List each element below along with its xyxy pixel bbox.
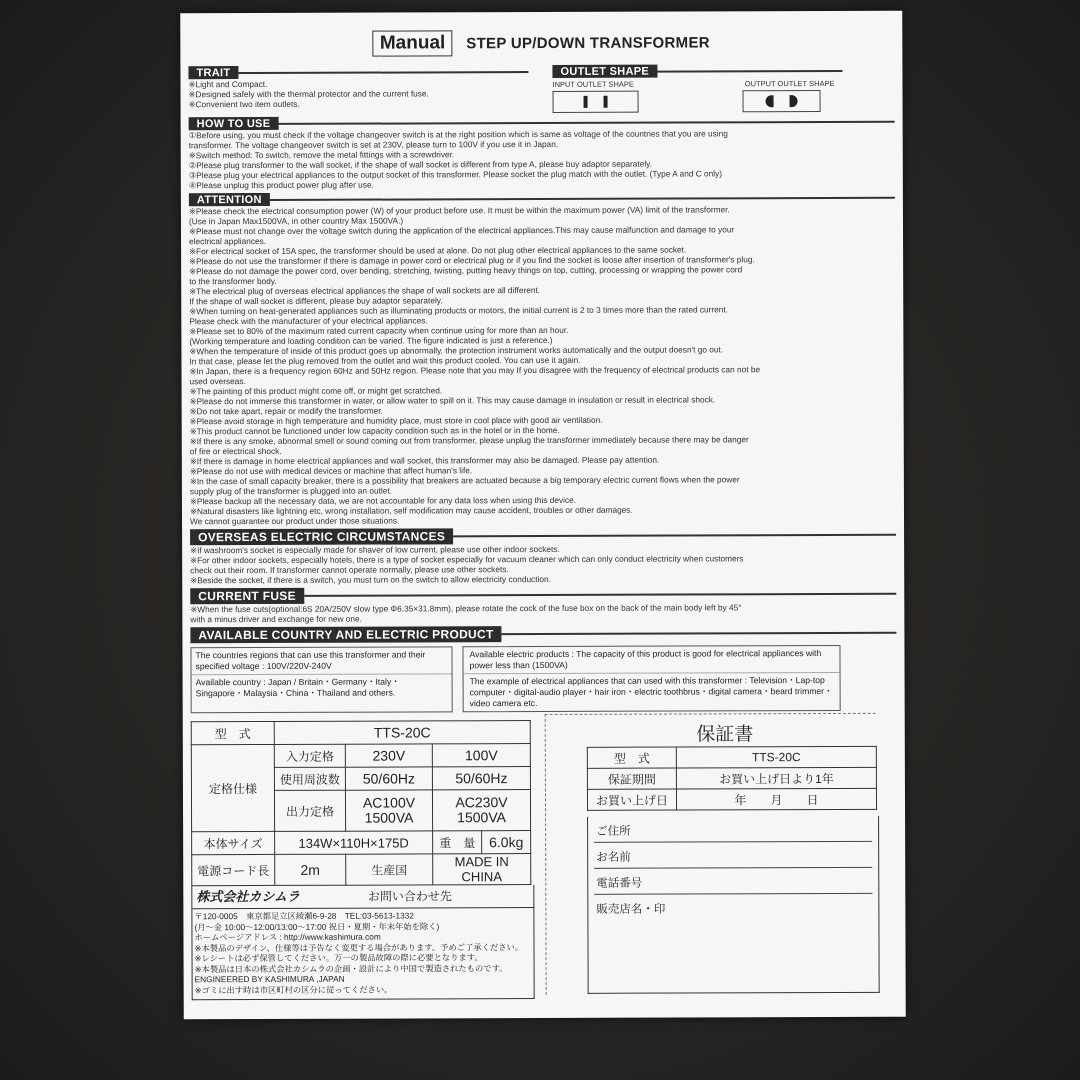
attention-line: Please check with the manufacturer of your electrical appliances. [189, 315, 428, 327]
how-to-use-line: transformer. The voltage changeover switch is set at 230V, please turn to 100V if you use it in Japan. [188, 138, 559, 151]
country-voltage-text: The countries regions that can use this transformer and their specified voltage : 100V/220V-240V [195, 649, 426, 672]
manual-header [188, 29, 894, 57]
attention-line: We cannot guarantee our product under those situations. [190, 515, 400, 527]
output-outlet-label: OUTPUT OUTLET SHAPE [744, 78, 835, 89]
size-value: 134W×110H×175D [275, 831, 433, 855]
output-rating-b: AC230V 1500VA [432, 790, 530, 831]
phone-field: 電話番号 [594, 868, 872, 895]
available-heading: AVAILABLE COUNTRY AND ELECTRIC PRODUCT [190, 626, 501, 643]
warranty-period-label: 保証期間 [587, 768, 676, 789]
attention-line: ※In the case of small capacity breaker, there is a possibility that breakers are actuated because a big temporary electric current flows when the power [189, 474, 740, 487]
company-line: ※本製品のデザイン、仕様等は予告なく変更する場合があります。予めご了承ください。 [194, 941, 524, 953]
attention-line: electrical appliances. [189, 235, 267, 247]
fuse-section [190, 586, 896, 624]
warranty-period-value: お買い上げ日より1年 [676, 767, 876, 789]
attention-line: ※Please must not change over the voltage switch during the application of the electrical appliances.This may cause malfunction and damage to your [188, 224, 735, 237]
input-outlet-icon [553, 91, 639, 113]
input-rating-a: 230V [345, 744, 432, 767]
how-to-use-line: ④Please unplug this product power plug after use. [188, 179, 374, 191]
weight-value: 6.0kg [482, 831, 531, 854]
cord-value: 2m [275, 854, 346, 885]
company-logo: 株式会社カシムラ [196, 888, 300, 904]
name-field: お名前 [594, 842, 872, 869]
attention-line: ※When turning on heat-generated appliances such as illuminating products or motors, the initial current is 2 to 3 times more than the rated current. [189, 304, 729, 317]
company-line: ※レシートは必ず保管してください。万一の製品故障の際に必要となります。 [194, 952, 483, 964]
trait-heading: TRAIT [188, 66, 238, 79]
attention-line: ※If there is any smoke, abnormal smell or sound coming out from transformer, please unplug the transformer immediately because there may be danger [189, 434, 749, 447]
spec-table [191, 720, 532, 886]
company-info [191, 885, 534, 1000]
attention-line: ※In Japan, there is a frequency region 60Hz and 50Hz region. Please note that you may If you disagree with the frequency of electrical products can not be [189, 364, 761, 377]
frequency-a: 50/60Hz [345, 767, 432, 790]
available-section [190, 625, 896, 713]
attention-line: to the transformer body. [189, 275, 277, 287]
cut-line [545, 713, 877, 995]
attention-line: If the shape of wall socket is different, please buy adaptor separately. [189, 295, 443, 307]
cord-label: 電源コード長 [192, 854, 275, 885]
output-rating-label: 出力定格 [274, 790, 345, 831]
spec-section [191, 720, 532, 1000]
how-to-use-heading: HOW TO USE [189, 117, 279, 130]
attention-line: ※Please do not immerse this transformer in water, or allow water to spill on it. This may cause damage in insulation or result in electrical shock. [189, 394, 716, 407]
attention-line: In that case, please let the plug removed from the outlet and wait this product cooled. You can use it again. [189, 354, 581, 367]
frequency-label: 使用周波数 [274, 767, 345, 790]
fuse-line: with a minus driver and exchange for new one. [190, 613, 362, 625]
warranty-model-value: TTS-20C [676, 746, 876, 768]
warranty-model-label: 型 式 [587, 747, 676, 768]
inquiry-label: お問い合わせ先 [367, 889, 452, 904]
country-list-text: Available country : Japan / Britain・Germany・Italy・Singapore・Malaysia・China・Thailand and others. [192, 673, 452, 701]
attention-line: used overseas. [189, 376, 246, 387]
attention-line: ※Natural disasters like lightning etc, wrong installation, self modification may cause accident, troubles or other damages. [189, 504, 633, 517]
attention-line: ※The painting of this product might come off, or might get scratched. [189, 385, 443, 397]
trait-section [188, 62, 528, 114]
attention-line: (Use in Japan Max1500VA, in other country Max 1500VA.) [188, 215, 404, 227]
input-rating-label: 入力定格 [274, 744, 345, 767]
purchase-date-label: お買い上げ日 [587, 789, 676, 810]
product-capacity-text: Available electric products : The capacity of this product is good for electrical appliances with power less than (1500VA) [469, 648, 822, 671]
how-to-use-line: ①Before using, you must check if the voltage changeover switch is at the right position which is same as voltage of the countries that you are using [188, 128, 728, 141]
how-to-use-line: ※Switch method: To switch, remove the metal fittings with a screwdriver. [188, 149, 455, 161]
origin-label: 生産国 [346, 854, 433, 885]
attention-line: ※If there is damage in home electrical appliances and wall socket, this transformer may also be damaged. Please pay attention. [189, 454, 660, 467]
address-field: ご住所 [594, 816, 872, 843]
attention-section [189, 191, 896, 526]
attention-line: ※Do not take apart, repair or modify the transformer. [189, 405, 383, 417]
manual-sheet [180, 11, 906, 1020]
company-line: ※ゴミに出す時は市区町村の区分に従ってください。 [194, 984, 393, 995]
company-line: 〒120-0005 東京都足立区綾瀬6-9-28 TEL:03-5613-1332 [194, 910, 414, 922]
trait-line: ※Designed safely with the thermal protector and the current fuse. [188, 88, 429, 100]
attention-line: ※Please do not damage the power cord, over bending, stretching, twisting, putting heavy things on top, cutting, processing or wrapping the power cord [189, 264, 743, 277]
input-rating-b: 100V [432, 744, 530, 767]
available-country-box [190, 646, 452, 713]
attention-line: ※Please backup all the necessary data, we are not accountable for any data loss when using this device. [189, 494, 577, 507]
overseas-section [190, 527, 896, 585]
company-line: (月～金 10:00～12:00/13:00～17:00 祝日・夏期・年末年始を除く) [194, 920, 440, 932]
attention-line: supply plug of the transformer is plugged into an outlet. [189, 485, 392, 497]
document-title: STEP UP/DOWN TRANSFORMER [466, 33, 710, 52]
overseas-line: check out their room. If transformer cannot operate normally, please use other sockets. [190, 564, 509, 576]
outlet-shape-heading: OUTLET SHAPE [552, 65, 657, 78]
overseas-line: ※Beside the socket, if there is a switch, you must turn on the switch to allow electricity conduction. [190, 573, 551, 586]
attention-line: ※For electrical socket of 15A spec, the transformer should be used at alone. Do not plug other electrical appliances to the same socket. [189, 244, 687, 257]
how-to-use-line: ③Please plug your electrical appliances to the output socket of this transformer. Please socket the plug match with the outlet. (Type A and C only) [188, 168, 723, 181]
attention-line: ※Please set to 80% of the maximum rated current capacity when continue using for more than an hour. [189, 324, 569, 337]
output-rating-a: AC100V 1500VA [345, 790, 432, 831]
overseas-line: ※For other indoor sockets, especially hotels, there is a type of socket especially for vacuum cleaner which can only conduct electricity when customers [190, 553, 744, 566]
available-product-box [462, 645, 840, 712]
attention-line: ※Please do not use the transformer if there is damage in power cord or electrical plug or if you find the socket is loose after insertion of transformer's plug. [189, 254, 755, 267]
attention-line: (Working temperature and loading condition can be varied. The figure indicated is just a reference.) [189, 334, 553, 347]
company-line: ホームページアドレス : http://www.kashimura.com [194, 931, 381, 943]
overseas-line: ※If washroom's socket is especially made for shaver of low current, please use other indoor sockets. [190, 543, 560, 556]
purchase-date-value: 年 月 日 [676, 788, 876, 810]
shop-field: 販売店名・印 [596, 903, 666, 916]
manual-badge: Manual [373, 30, 453, 56]
attention-line: ※The electrical plug of overseas electrical appliances the shape of wall sockets are all different. [189, 285, 541, 297]
attention-line: of fire or electrical shock. [189, 445, 282, 457]
output-outlet-icon [743, 90, 821, 112]
company-line: ENGINEERED BY KASHIMURA ,JAPAN [194, 973, 345, 985]
input-outlet-label: INPUT OUTLET SHAPE [552, 79, 634, 89]
warranty-section [555, 719, 896, 999]
how-to-use-line: ②Please plug transformer to the wall socket, if the shape of wall socket is different from type A, please buy adaptor separately. [188, 158, 653, 171]
fuse-line: ※When the fuse cuts(optional:6S 20A/250V slow type Φ6.35×31.8mm), please rotate the cock of the fuse box on the back of the main body left by 45° [190, 602, 742, 615]
trait-line: ※Light and Compact. [188, 78, 268, 90]
how-to-use-section [189, 115, 895, 190]
attention-heading: ATTENTION [189, 193, 270, 206]
model-label: 型 式 [191, 721, 274, 744]
size-label: 本体サイズ [192, 831, 275, 854]
weight-label: 重 量 [433, 831, 482, 854]
outlet-shape-section [552, 61, 842, 113]
rating-label: 定格仕様 [191, 744, 274, 831]
attention-line: ※Please avoid storage in high temperature and humidity place, must store in cool place with good air ventilation. [189, 414, 603, 427]
frequency-b: 50/60Hz [432, 767, 530, 790]
attention-line: ※This product cannot be functioned under low capacity condition such as in the hotel or in the home. [189, 424, 560, 437]
warranty-title: 保証書 [696, 724, 754, 746]
product-examples-text: The example of electrical appliances that can used with this transformer : Television・Lap-top computer・digital-audio player・hair iron・electric toothbrus・digital camera・beard trimmer・video camera etc. [464, 672, 840, 711]
model-value: TTS-20C [274, 721, 530, 745]
attention-line: ※Please check the electrical consumption power (W) of your product before use. It must be within the maximum power (VA) limit of the transformer. [188, 204, 730, 217]
attention-line: ※Please do not use with medical devices or machine that affect human's life. [189, 465, 473, 477]
company-line: ※本製品は日本の株式会社カシムラの企画・設計により中国で製造されたものです。 [194, 962, 508, 974]
fuse-heading: CURRENT FUSE [190, 588, 304, 604]
attention-line: ※When the temperature of inside of this product goes up abnormally, the protection instrument works automatically and the output doesn't go out. [189, 344, 724, 357]
origin-value: MADE IN CHINA [433, 854, 531, 885]
trait-line: ※Convenient two item outlets. [188, 98, 300, 110]
overseas-heading: OVERSEAS ELECTRIC CIRCUMSTANCES [190, 528, 453, 545]
